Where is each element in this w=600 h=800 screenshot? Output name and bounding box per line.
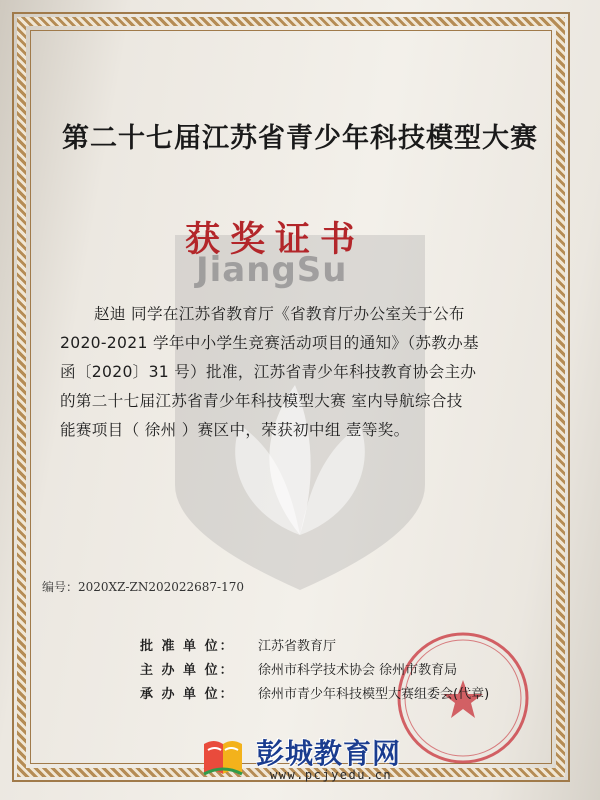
org-value: 徐州市青少年科技模型大赛组委会(代章) <box>258 686 490 702</box>
body-line: 能赛项目（ 徐州 ）赛区中，荣获初中组 壹等奖。 <box>60 421 410 439</box>
certificate-title: 第二十七届江苏省青少年科技模型大赛 <box>62 123 538 154</box>
award-title: 获奖证书 <box>184 219 365 260</box>
body-line: 2020-2021 学年中小学生竞赛活动项目的通知》（苏教办基 <box>60 334 479 352</box>
org-row-host <box>140 656 540 680</box>
org-label: 承 办 单 位： <box>140 686 235 702</box>
org-value: 江苏省教育厅 <box>258 638 337 654</box>
org-label: 主 办 单 位： <box>140 662 235 678</box>
org-value: 徐州市科学技术协会 徐州市教育局 <box>258 662 458 678</box>
brand-url: www.pcjyedu.cn <box>270 768 393 782</box>
site-watermark-logo <box>200 728 460 788</box>
book-icon <box>200 734 246 778</box>
org-row-organizer <box>140 680 540 704</box>
body-line: 赵迪 同学在江苏省教育厅《省教育厅办公室关于公布 <box>94 305 465 323</box>
certificate-body <box>60 300 530 445</box>
certificate-serial: 编号：2020XZ-ZN202022687-170 <box>42 580 244 594</box>
brand-name: 彭城教育网 <box>256 737 402 770</box>
body-line: 函〔2020〕31 号）批准，江苏省青少年科技教育协会主办 <box>60 363 477 381</box>
watermark-text: JiangSu <box>196 250 348 290</box>
body-line: 的第二十七届江苏省青少年科技模型大赛 室内导航综合技 <box>60 392 463 410</box>
org-row-approver <box>140 632 540 656</box>
organizer-list <box>140 632 540 704</box>
org-label: 批 准 单 位： <box>140 638 235 654</box>
